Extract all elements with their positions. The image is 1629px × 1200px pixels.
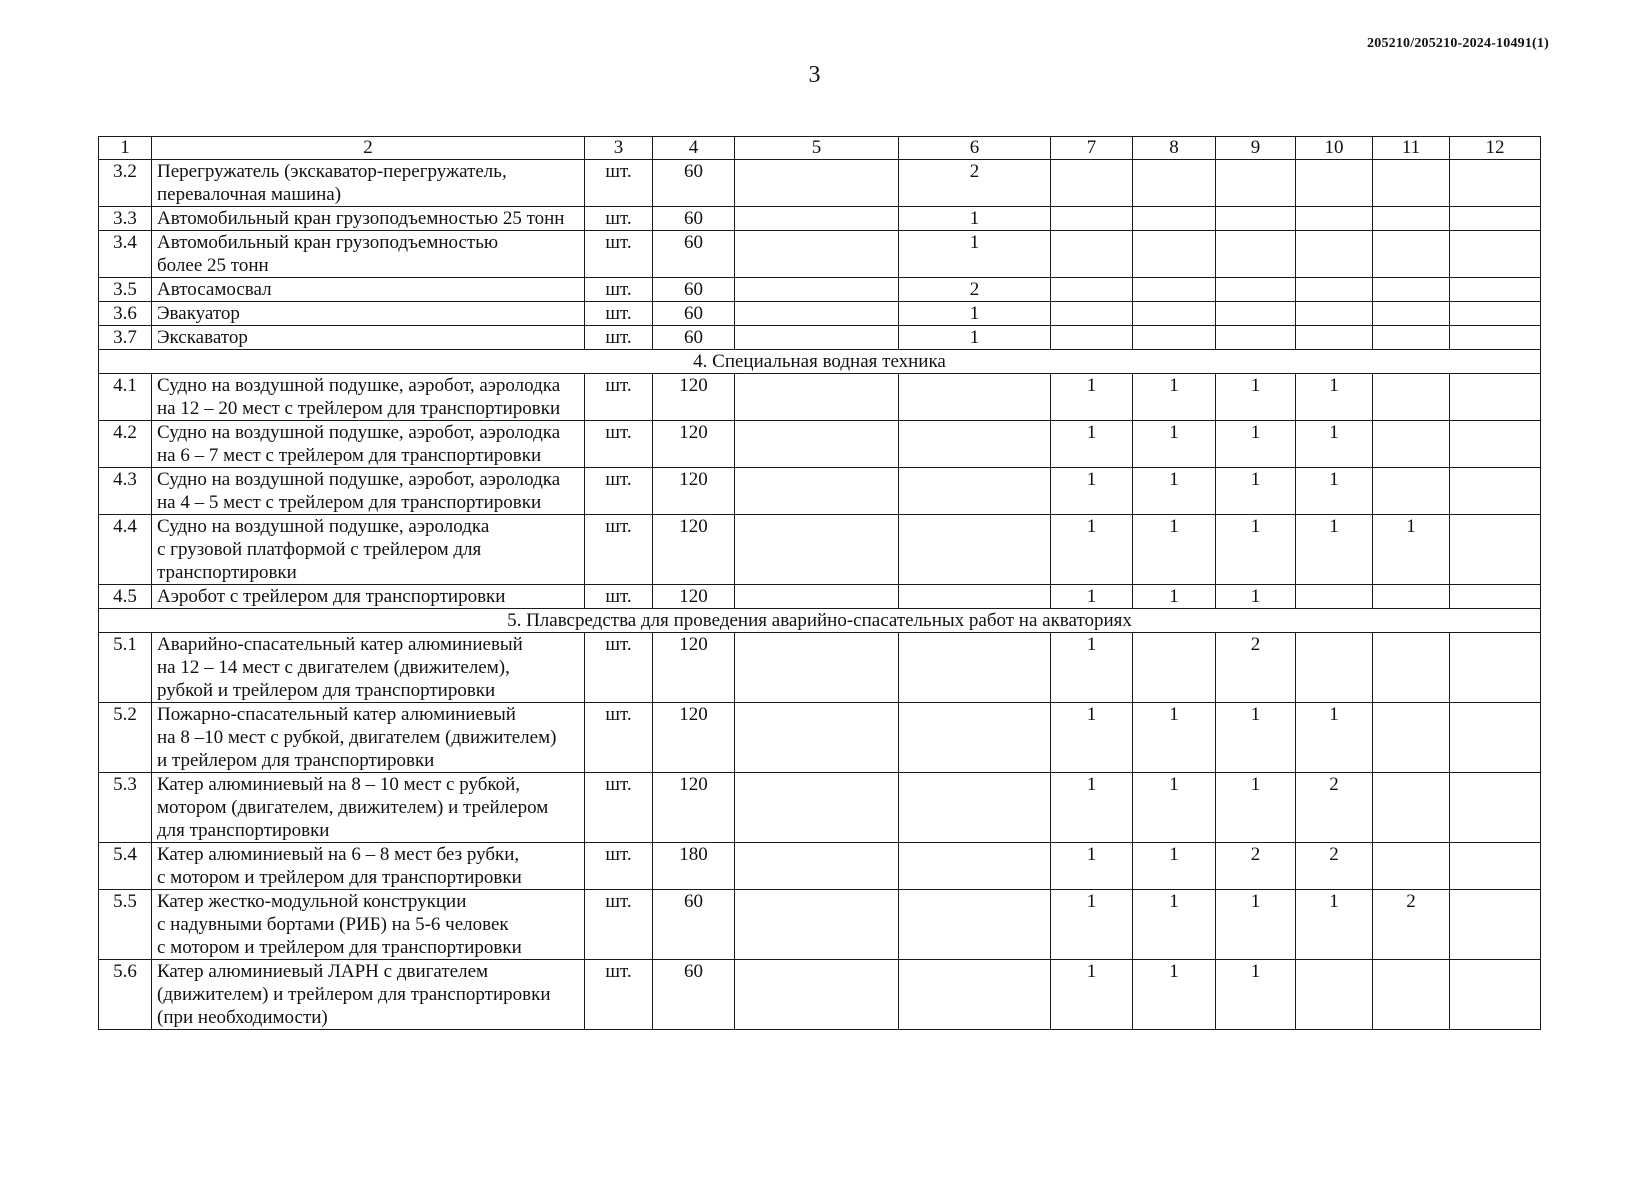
section-title: 5. Плавсредства для проведения аварийно-спасательных работ на акваториях	[99, 609, 1541, 633]
quantity-cell-col8: 1	[1133, 843, 1216, 890]
quantity-cell-col12	[1450, 773, 1541, 843]
quantity-cell-col9: 1	[1216, 421, 1296, 468]
item-name: Автосамосвал	[152, 278, 585, 302]
item-name: Автомобильный кран грузоподъемностью 25 тонн	[152, 207, 585, 231]
quantity-cell-col7: 1	[1051, 515, 1133, 585]
quantity-cell-col7: 1	[1051, 468, 1133, 515]
quantity-cell-col10: 2	[1296, 843, 1373, 890]
table-row	[99, 207, 1541, 231]
row-number: 3.3	[99, 207, 152, 231]
column-header-8: 8	[1133, 137, 1216, 160]
quantity-cell-col11	[1373, 843, 1450, 890]
quantity-cell-col7: 1	[1051, 960, 1133, 1030]
row-number: 4.4	[99, 515, 152, 585]
quantity-cell-col7	[1051, 160, 1133, 207]
table-row	[99, 160, 1541, 207]
quantity-cell-col12	[1450, 326, 1541, 350]
column-header-6: 6	[899, 137, 1051, 160]
quantity-cell-col7: 1	[1051, 890, 1133, 960]
quantity-cell-col4: 60	[653, 160, 735, 207]
quantity-cell-col5	[735, 960, 899, 1030]
quantity-cell-col11	[1373, 633, 1450, 703]
quantity-cell-col7: 1	[1051, 843, 1133, 890]
quantity-cell-col8	[1133, 302, 1216, 326]
quantity-cell-col12	[1450, 421, 1541, 468]
quantity-cell-col4: 120	[653, 374, 735, 421]
row-number: 3.7	[99, 326, 152, 350]
quantity-cell-col4: 120	[653, 421, 735, 468]
quantity-cell-col12	[1450, 207, 1541, 231]
quantity-cell-col8	[1133, 207, 1216, 231]
quantity-cell-col6	[899, 468, 1051, 515]
table-row	[99, 468, 1541, 515]
quantity-cell-col7: 1	[1051, 585, 1133, 609]
quantity-cell-col12	[1450, 278, 1541, 302]
quantity-cell-col5	[735, 374, 899, 421]
item-name: Катер жестко-модульной конструкции с надувными бортами (РИБ) на 5-6 человек с мотором и трейлером для транспортировки	[152, 890, 585, 960]
quantity-cell-col5	[735, 515, 899, 585]
quantity-cell-col12	[1450, 468, 1541, 515]
quantity-cell-col4: 60	[653, 207, 735, 231]
quantity-cell-col6	[899, 703, 1051, 773]
quantity-cell-col4: 60	[653, 302, 735, 326]
table-row	[99, 374, 1541, 421]
quantity-cell-col9	[1216, 326, 1296, 350]
item-name: Пожарно-спасательный катер алюминиевый на 8 –10 мест с рубкой, двигателем (движителем) и трейлером для транспортировки	[152, 703, 585, 773]
quantity-cell-col4: 60	[653, 890, 735, 960]
quantity-cell-col6: 1	[899, 231, 1051, 278]
quantity-cell-col7: 1	[1051, 374, 1133, 421]
quantity-cell-col11	[1373, 207, 1450, 231]
table-row	[99, 843, 1541, 890]
column-header-3: 3	[585, 137, 653, 160]
quantity-cell-col9	[1216, 160, 1296, 207]
quantity-cell-col7: 1	[1051, 703, 1133, 773]
quantity-cell-col7: 1	[1051, 633, 1133, 703]
quantity-cell-col6	[899, 633, 1051, 703]
quantity-cell-col8: 1	[1133, 421, 1216, 468]
row-number: 4.2	[99, 421, 152, 468]
quantity-cell-col12	[1450, 843, 1541, 890]
quantity-cell-col10	[1296, 960, 1373, 1030]
page-number: 3	[808, 62, 821, 88]
quantity-cell-col9: 1	[1216, 773, 1296, 843]
table-row	[99, 585, 1541, 609]
quantity-cell-col7	[1051, 278, 1133, 302]
quantity-cell-col6: 2	[899, 278, 1051, 302]
quantity-cell-col11	[1373, 421, 1450, 468]
quantity-cell-col9: 2	[1216, 843, 1296, 890]
quantity-cell-col5	[735, 160, 899, 207]
quantity-cell-col5	[735, 468, 899, 515]
quantity-cell-col5	[735, 326, 899, 350]
quantity-cell-col12	[1450, 374, 1541, 421]
unit-cell: шт.	[585, 278, 653, 302]
quantity-cell-col11	[1373, 278, 1450, 302]
quantity-cell-col8: 1	[1133, 374, 1216, 421]
quantity-cell-col9	[1216, 207, 1296, 231]
table-row	[99, 231, 1541, 278]
unit-cell: шт.	[585, 160, 653, 207]
quantity-cell-col4: 60	[653, 326, 735, 350]
quantity-cell-col5	[735, 421, 899, 468]
quantity-cell-col10: 1	[1296, 703, 1373, 773]
equipment-table	[98, 136, 1541, 1030]
table-header-row	[99, 137, 1541, 160]
item-name: Судно на воздушной подушке, аэробот, аэролодка на 4 – 5 мест с трейлером для транспортировки	[152, 468, 585, 515]
column-header-4: 4	[653, 137, 735, 160]
quantity-cell-col7	[1051, 207, 1133, 231]
quantity-cell-col12	[1450, 160, 1541, 207]
quantity-cell-col11	[1373, 468, 1450, 515]
column-header-2: 2	[152, 137, 585, 160]
quantity-cell-col11	[1373, 231, 1450, 278]
quantity-cell-col6	[899, 515, 1051, 585]
quantity-cell-col10: 1	[1296, 515, 1373, 585]
table-row	[99, 890, 1541, 960]
quantity-cell-col5	[735, 843, 899, 890]
quantity-cell-col5	[735, 302, 899, 326]
quantity-cell-col5	[735, 278, 899, 302]
quantity-cell-col10: 1	[1296, 374, 1373, 421]
row-number: 5.1	[99, 633, 152, 703]
table-row	[99, 960, 1541, 1030]
unit-cell: шт.	[585, 960, 653, 1030]
quantity-cell-col5	[735, 231, 899, 278]
quantity-cell-col9	[1216, 231, 1296, 278]
quantity-cell-col4: 60	[653, 278, 735, 302]
section-heading-row	[99, 609, 1541, 633]
quantity-cell-col6: 1	[899, 326, 1051, 350]
quantity-cell-col12	[1450, 890, 1541, 960]
quantity-cell-col9: 1	[1216, 960, 1296, 1030]
unit-cell: шт.	[585, 326, 653, 350]
quantity-cell-col4: 120	[653, 585, 735, 609]
quantity-cell-col8	[1133, 326, 1216, 350]
quantity-cell-col9: 1	[1216, 468, 1296, 515]
quantity-cell-col10: 1	[1296, 421, 1373, 468]
quantity-cell-col5	[735, 890, 899, 960]
quantity-cell-col8: 1	[1133, 585, 1216, 609]
table-row	[99, 302, 1541, 326]
quantity-cell-col7	[1051, 231, 1133, 278]
quantity-cell-col4: 60	[653, 960, 735, 1030]
quantity-cell-col6: 1	[899, 302, 1051, 326]
quantity-cell-col9	[1216, 302, 1296, 326]
row-number: 3.2	[99, 160, 152, 207]
quantity-cell-col12	[1450, 231, 1541, 278]
quantity-cell-col9: 1	[1216, 890, 1296, 960]
quantity-cell-col4: 120	[653, 515, 735, 585]
quantity-cell-col6	[899, 773, 1051, 843]
section-heading-row	[99, 350, 1541, 374]
quantity-cell-col8: 1	[1133, 703, 1216, 773]
quantity-cell-col7	[1051, 326, 1133, 350]
quantity-cell-col11	[1373, 773, 1450, 843]
column-header-5: 5	[735, 137, 899, 160]
quantity-cell-col5	[735, 585, 899, 609]
unit-cell: шт.	[585, 843, 653, 890]
quantity-cell-col12	[1450, 585, 1541, 609]
quantity-cell-col4: 120	[653, 703, 735, 773]
quantity-cell-col10	[1296, 160, 1373, 207]
quantity-cell-col8: 1	[1133, 890, 1216, 960]
quantity-cell-col6: 2	[899, 160, 1051, 207]
row-number: 3.6	[99, 302, 152, 326]
unit-cell: шт.	[585, 585, 653, 609]
quantity-cell-col12	[1450, 703, 1541, 773]
quantity-cell-col7: 1	[1051, 421, 1133, 468]
item-name: Аэробот с трейлером для транспортировки	[152, 585, 585, 609]
quantity-cell-col8	[1133, 278, 1216, 302]
quantity-cell-col8	[1133, 231, 1216, 278]
quantity-cell-col9: 1	[1216, 374, 1296, 421]
unit-cell: шт.	[585, 421, 653, 468]
quantity-cell-col6	[899, 585, 1051, 609]
quantity-cell-col11	[1373, 960, 1450, 1030]
equipment-table-container	[98, 136, 1540, 1030]
quantity-cell-col8: 1	[1133, 468, 1216, 515]
column-header-1: 1	[99, 137, 152, 160]
document-registration-number: 205210/205210-2024-10491(1)	[1367, 36, 1549, 51]
quantity-cell-col6	[899, 890, 1051, 960]
quantity-cell-col10	[1296, 207, 1373, 231]
item-name: Судно на воздушной подушке, аэролодка с грузовой платформой с трейлером для транспортировки	[152, 515, 585, 585]
quantity-cell-col4: 120	[653, 773, 735, 843]
unit-cell: шт.	[585, 302, 653, 326]
quantity-cell-col10	[1296, 585, 1373, 609]
quantity-cell-col12	[1450, 633, 1541, 703]
quantity-cell-col7	[1051, 302, 1133, 326]
quantity-cell-col12	[1450, 515, 1541, 585]
item-name: Судно на воздушной подушке, аэробот, аэролодка на 12 – 20 мест с трейлером для транспортировки	[152, 374, 585, 421]
quantity-cell-col10	[1296, 278, 1373, 302]
unit-cell: шт.	[585, 207, 653, 231]
row-number: 3.4	[99, 231, 152, 278]
table-row	[99, 326, 1541, 350]
unit-cell: шт.	[585, 374, 653, 421]
row-number: 4.3	[99, 468, 152, 515]
quantity-cell-col12	[1450, 960, 1541, 1030]
quantity-cell-col12	[1450, 302, 1541, 326]
quantity-cell-col9	[1216, 278, 1296, 302]
quantity-cell-col9: 1	[1216, 703, 1296, 773]
quantity-cell-col5	[735, 703, 899, 773]
quantity-cell-col11	[1373, 585, 1450, 609]
row-number: 5.2	[99, 703, 152, 773]
column-header-9: 9	[1216, 137, 1296, 160]
quantity-cell-col6	[899, 960, 1051, 1030]
quantity-cell-col6	[899, 374, 1051, 421]
quantity-cell-col8: 1	[1133, 773, 1216, 843]
table-row	[99, 773, 1541, 843]
column-header-11: 11	[1373, 137, 1450, 160]
quantity-cell-col10: 2	[1296, 773, 1373, 843]
quantity-cell-col6	[899, 421, 1051, 468]
unit-cell: шт.	[585, 515, 653, 585]
quantity-cell-col10	[1296, 326, 1373, 350]
quantity-cell-col4: 60	[653, 231, 735, 278]
column-header-12: 12	[1450, 137, 1541, 160]
quantity-cell-col6	[899, 843, 1051, 890]
quantity-cell-col8	[1133, 160, 1216, 207]
quantity-cell-col11	[1373, 160, 1450, 207]
table-row	[99, 515, 1541, 585]
section-title: 4. Специальная водная техника	[99, 350, 1541, 374]
quantity-cell-col8	[1133, 633, 1216, 703]
unit-cell: шт.	[585, 773, 653, 843]
quantity-cell-col9: 2	[1216, 633, 1296, 703]
quantity-cell-col5	[735, 773, 899, 843]
quantity-cell-col4: 180	[653, 843, 735, 890]
item-name: Катер алюминиевый на 6 – 8 мест без рубки, с мотором и трейлером для транспортировки	[152, 843, 585, 890]
quantity-cell-col8: 1	[1133, 515, 1216, 585]
quantity-cell-col9: 1	[1216, 515, 1296, 585]
quantity-cell-col11: 2	[1373, 890, 1450, 960]
quantity-cell-col11	[1373, 302, 1450, 326]
quantity-cell-col11	[1373, 703, 1450, 773]
table-row	[99, 278, 1541, 302]
unit-cell: шт.	[585, 468, 653, 515]
item-name: Катер алюминиевый ЛАРН с двигателем (движителем) и трейлером для транспортировки (при необходимости)	[152, 960, 585, 1030]
quantity-cell-col4: 120	[653, 468, 735, 515]
row-number: 3.5	[99, 278, 152, 302]
quantity-cell-col10	[1296, 231, 1373, 278]
table-row	[99, 703, 1541, 773]
quantity-cell-col5	[735, 633, 899, 703]
row-number: 4.5	[99, 585, 152, 609]
row-number: 5.3	[99, 773, 152, 843]
column-header-7: 7	[1051, 137, 1133, 160]
row-number: 5.4	[99, 843, 152, 890]
quantity-cell-col9: 1	[1216, 585, 1296, 609]
quantity-cell-col10	[1296, 633, 1373, 703]
column-header-10: 10	[1296, 137, 1373, 160]
table-row	[99, 421, 1541, 468]
quantity-cell-col6: 1	[899, 207, 1051, 231]
quantity-cell-col11: 1	[1373, 515, 1450, 585]
unit-cell: шт.	[585, 231, 653, 278]
unit-cell: шт.	[585, 703, 653, 773]
row-number: 5.5	[99, 890, 152, 960]
quantity-cell-col7: 1	[1051, 773, 1133, 843]
quantity-cell-col10: 1	[1296, 468, 1373, 515]
table-body	[99, 137, 1541, 1030]
unit-cell: шт.	[585, 890, 653, 960]
item-name: Судно на воздушной подушке, аэробот, аэролодка на 6 – 7 мест с трейлером для транспортировки	[152, 421, 585, 468]
quantity-cell-col10: 1	[1296, 890, 1373, 960]
item-name: Автомобильный кран грузоподъемностью более 25 тонн	[152, 231, 585, 278]
row-number: 5.6	[99, 960, 152, 1030]
item-name: Экскаватор	[152, 326, 585, 350]
table-row	[99, 633, 1541, 703]
item-name: Катер алюминиевый на 8 – 10 мест с рубкой, мотором (двигателем, движителем) и трейлером для транспортировки	[152, 773, 585, 843]
quantity-cell-col8: 1	[1133, 960, 1216, 1030]
quantity-cell-col10	[1296, 302, 1373, 326]
item-name: Эвакуатор	[152, 302, 585, 326]
unit-cell: шт.	[585, 633, 653, 703]
item-name: Аварийно-спасательный катер алюминиевый на 12 – 14 мест с двигателем (движителем), рубкой и трейлером для транспортировки	[152, 633, 585, 703]
quantity-cell-col11	[1373, 374, 1450, 421]
item-name: Перегружатель (экскаватор-перегружатель, перевалочная машина)	[152, 160, 585, 207]
quantity-cell-col5	[735, 207, 899, 231]
quantity-cell-col11	[1373, 326, 1450, 350]
quantity-cell-col4: 120	[653, 633, 735, 703]
row-number: 4.1	[99, 374, 152, 421]
